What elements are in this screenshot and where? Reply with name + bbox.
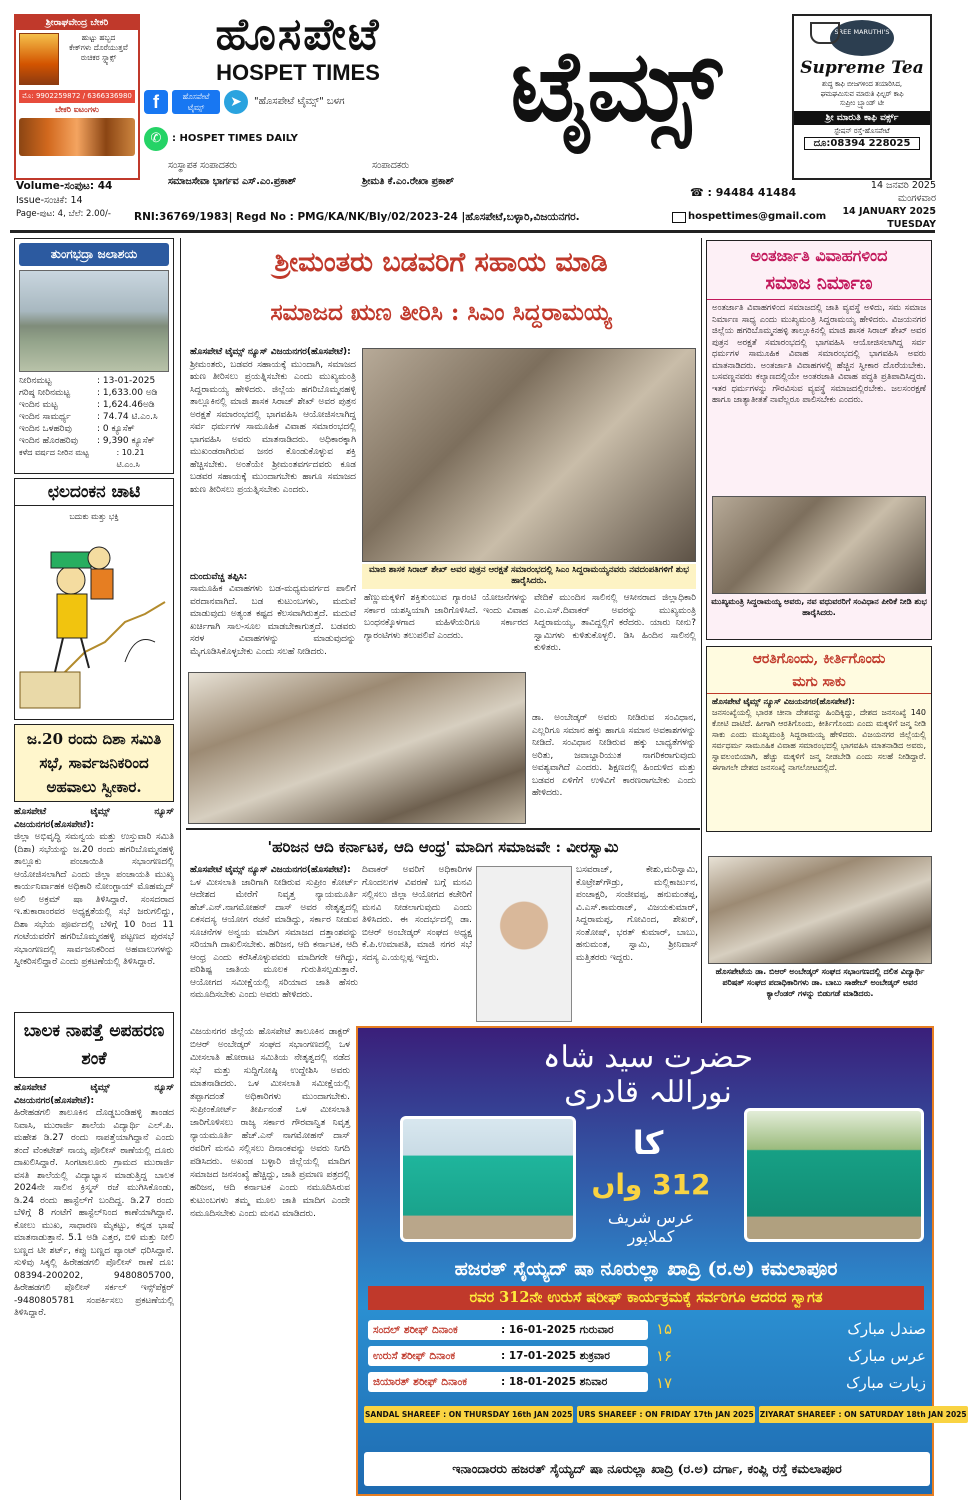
left-story2 bbox=[14, 1012, 174, 1496]
masthead-rule bbox=[10, 230, 935, 233]
urs-ad bbox=[356, 1026, 967, 1496]
urs-ad-footer: ಇನಾಂದಾರರು ಹಜರತ್ ಸೈಯ್ಯದ್ ಷಾ ನೂರುಲ್ಲಾ ಖಾದ್ರಿ (ರ.ಅ) ದರ್ಗಾ, ಕಂಪ್ಲಿ ರಸ್ತೆ ಕಮಲಾಪೂರ bbox=[364, 1452, 930, 1486]
main-story-subhead: ದುಂದುವೆಚ್ಚ ತಪ್ಪಿಸಿ: bbox=[190, 571, 248, 582]
right-story2-headline-line1: ಆರತಿಗೊಂದು, ಕೀರ್ತಿಗೊಂದು bbox=[752, 651, 886, 667]
main-story-body5: ಡಾ. ಅಂಬೇಡ್ಕರ್ ಅವರು ನೀಡಿರುವ ಸಂವಿಧಾನ, ಎಲ್ಲರಿಗೂ ಸಮಾನ ಹಕ್ಕು ಹಾಗೂ ಸಮಾನ ಅವಕಾಶಗಳನ್ನು ನೀಡಿದೆ. ಸಂವಿಧಾನ ನೀಡಿರುವ ಹಕ್ಕು ಬಾಧ್ಯತೆಗಳನ್ನು ಅರಿತು, ಜವಾಬ್ದಾರಿಯುತ ನಾಗರಿಕರಾಗುವುದು ಅವಶ್ಯವಾಗಿದೆ ಎಂದರು. ಶಿಕ್ಷಣದಲ್ಲಿ ಹಿಂದುಳಿದ ಮತ್ತು ಬಡವರ ಏಳಿಗೆಗೆ ಉಳಿವಿಗೆ ಕಾರಣರಾಗಬೇಕು ಎಂದು ಹೇಳಿದರು. bbox=[532, 713, 696, 798]
volume: Volume-ಸಂಪುಟ: 44 bbox=[16, 180, 113, 192]
dam-row: ಗರಿಷ್ಠ ನೀರಿನಮಟ್ಟ : 1,633.00 ಅಡಿ bbox=[19, 388, 158, 398]
main-story-col1 bbox=[190, 346, 356, 668]
urs-ad-title-urdu: حضرت سید شاہ نوراللہ قادری bbox=[542, 1040, 754, 1110]
dam-row: ಇಂದಿನ ಮಟ್ಟ : 1,624.46ಅಡಿ bbox=[19, 400, 155, 410]
cartoon-box bbox=[14, 478, 174, 720]
urdu-schedule-row: عرس مبارک ۱۶ bbox=[656, 1347, 926, 1365]
left-story2-headline: ಬಾಲಕ ನಾಪತ್ತೆ ಅಪಹರಣ ಶಂಕೆ bbox=[14, 1012, 174, 1078]
dam-row: ಇಂದಿನ ಸಾಮರ್ಥ್ಯ : 74.74 ಟಿ.ಎಂ.ಸಿ bbox=[19, 412, 158, 422]
cartoon-caption: ಬದುಕು ಮತ್ತು ಭಕ್ತಿ bbox=[69, 512, 119, 521]
right-story3-caption: ಹೊಸಪೇಟೆಯ ಡಾ. ಬಿಆರ್ ಅಂಬೇಡ್ಕರ್ ಸಂಘದ ಸಭಾಂಗಣದಲ್ಲಿ ದಲಿತ ವಿದ್ಯಾರ್ಥಿ ಪರಿಷತ್ ಸಂಘದ ಪದಾಧಿಕಾರಿಗಳು ಡಾ. ಬಾಬು ಸಾಹೇಬ್ ಅಂಬೇಡ್ಕರ್ ಅವರ ಕ್ಯಾಲೆಂಡರ್ ಗಳನ್ನು ಬಿಡುಗಡೆ ಮಾಡಿದರು. bbox=[715, 967, 925, 998]
urdu-schedule-row: صندل مبارک ۱۵ bbox=[656, 1320, 926, 1338]
bakery-ad-title: ಶ್ರೀರಾಘವೇಂದ್ರ ಬೇಕರಿ bbox=[16, 16, 138, 30]
column-rule bbox=[701, 238, 702, 1023]
english-date: URS SHAREEF : ON FRIDAY 17th JAN 2025 bbox=[577, 1406, 754, 1423]
masthead bbox=[0, 0, 945, 235]
whatsapp-label: : HOSPET TIMES DAILY bbox=[172, 133, 298, 144]
tea-ad-title: Supreme Tea bbox=[800, 58, 924, 78]
english-date: ZIYARAT SHAREEF : ON SATURDAY 18th JAN 2025 bbox=[759, 1406, 968, 1423]
urs-ad-kannada-title: ಹಜರತ್ ಸೈಯ್ಯದ್ ಷಾ ನೂರುಲ್ಲಾ ಖಾದ್ರಿ (ರ.ಅ) ಕಮಲಾಪೂರ bbox=[454, 1258, 838, 1280]
main-story-body2: ಸಾಮೂಹಿಕ ವಿವಾಹಗಳು ಬಡ-ಮಧ್ಯಮವರ್ಗದ ಪಾಲಿಗೆ ವರದಾನವಾಗಿದೆ. ಬಡ ಕುಟುಂಬಗಳು, ಮದುವೆ ಮಾಡುವುದು ಅತ್ಯಂತ ಕಷ್ಟದ ಕೆಲಸವಾಗಿರುತ್ತದೆ. ಮದುವೆ ಖರ್ಚಿಗಾಗಿ ಸಾಲ-ಸೂಲ ಮಾಡಬೇಕಾಗುತ್ತದೆ. ಬಡವರು ಸರಳ ವಿವಾಹಗಳನ್ನು ಮಾಡುವುದನ್ನು ಮೈಗೂಡಿಸಿಕೊಳ್ಳಬೇಕು ಎಂದು ಸಲಹೆ ನೀಡಿದರು. bbox=[190, 584, 356, 657]
right-story1-photo bbox=[712, 496, 926, 594]
masthead-title-kannada: ಹೊಸಪೇಟೆ bbox=[215, 9, 381, 60]
mid-story-col1 bbox=[190, 864, 358, 1024]
day-kannada: ಮಂಗಳವಾರ bbox=[897, 193, 936, 204]
mid-story-rule bbox=[186, 828, 700, 830]
mid-story-headline: 'ಹರಿಜನ ಆದಿ ಕರ್ನಾಟಕ, ಆದಿ ಆಂಧ್ರ' ಮಾದಿಗ ಸಮಾಜವೇ : ವೀರಸ್ವಾಮಿ bbox=[267, 838, 619, 856]
tea-ad-phone: ದೂ:08394 228025 bbox=[804, 137, 920, 150]
masthead-title-big: ಟೈಮ್ಸ್ bbox=[510, 29, 720, 144]
cake-image bbox=[19, 118, 135, 156]
urdu-schedule-row: زیارت مبارک ۱۷ bbox=[656, 1374, 926, 1392]
bakery-ad-line2: ಕೇಕ್‌ಗಳು ದೊರೆಯುತ್ತವೆ bbox=[69, 43, 128, 52]
schedule-row: ಜಿಯಾರತ್ ಶರೀಫ್ ದಿನಾಂಕ : 18-01-2025 ಶನಿವಾರ bbox=[368, 1372, 648, 1392]
whatsapp-icon[interactable]: ✆ bbox=[144, 127, 168, 151]
schedule-row: ಸಂದಲ್ ಶರೀಫ್ ದಿನಾಂಕ : 16-01-2025 ಗುರುವಾರ bbox=[368, 1320, 648, 1340]
left-story2-byline: ಹೊಸಪೇಟೆ ಟೈಮ್ಸ್ ನ್ಯೂಸ್ ವಿಜಯನಗರ(ಹೊಸಪೇಟೆ): bbox=[14, 1083, 174, 1106]
pages: Page-ಪುಟ: 4, ಬೆಲೆ: 2.00/- bbox=[16, 209, 111, 219]
facebook-label: ಹೊಸಪೇಟೆ ಟೈಮ್ಸ್ bbox=[172, 90, 220, 114]
main-story-byline: ಹೊಸಪೇಟೆ ಟೈಮ್ಸ್ ನ್ಯೂಸ್ ವಿಜಯನಗರ(ಹೊಸಪೇಟೆ): bbox=[190, 347, 351, 357]
english-date: SANDAL SHAREEF : ON THURSDAY 16th JAN 2025 bbox=[364, 1406, 573, 1423]
right-story1-caption: ಮುಖ್ಯಮಂತ್ರಿ ಸಿದ್ದರಾಮಯ್ಯ ಅವರು, ನವ ವಧುವರರಿಗೆ ಸಂವಿಧಾನ ಪೀಠಿಕೆ ನೀಡಿ ಶುಭ ಹಾರೈಸಿದರು. bbox=[711, 597, 927, 617]
cartoon-illustration bbox=[15, 522, 171, 712]
main-photo-caption: ಮಾಜಿ ಶಾಸಕ ಸಿರಾಜ್ ಶೇಖ್ ಅವರ ಪುತ್ರನ ಆರಕ್ಷತೆ ಸಮಾರಂಭದಲ್ಲಿ ಸಿಎಂ ಸಿದ್ದರಾಮಯ್ಯನವರು ನವದಂಪತಿಗಳಿಗೆ ಶುಭ ಹಾರೈಸಿದರು. bbox=[362, 564, 696, 589]
shrine-photo-right bbox=[744, 1108, 924, 1242]
main-photo bbox=[362, 348, 696, 562]
dam-row: ಕಳೆದ ವರ್ಷದ ನೀರಿನ ಮಟ್ಟ : 10.21 ಟಿ.ಎಂ.ಸಿ bbox=[19, 448, 145, 469]
column-rule bbox=[180, 238, 181, 1500]
left-story1-byline: ಹೊಸಪೇಟೆ ಟೈಮ್ಸ್ ನ್ಯೂಸ್ ವಿಜಯನಗರ(ಹೊಸಪೇಟೆ): bbox=[14, 807, 174, 830]
bakery-ad-line3: ರುಚಿಕರ ಸ್ನ್ಯಾಕ್ಸ್ bbox=[80, 53, 117, 62]
issue: Issue-ಸಂಚಿಕೆ: 14 bbox=[16, 195, 83, 206]
left-story1-headline: ಜ.20 ರಂದು ದಿಶಾ ಸಮಿತಿ ಸಭೆ, ಸಾರ್ವಜನಿಕರಿಂದ ಅಹವಾಲು ಸ್ವೀಕಾರ. bbox=[14, 724, 174, 802]
urs-ad-number: 312 واں bbox=[591, 1168, 711, 1201]
bakery-ad bbox=[14, 14, 140, 180]
founder-name: ಸಮಾಜಸೇವಾ ಭಾರ್ಗವ ಎಸ್.ಎಂ.ಪ್ರಕಾಶ್ bbox=[168, 176, 297, 187]
tea-cup-icon bbox=[810, 22, 840, 44]
dam-title: ತುಂಗಭದ್ರಾ ಜಲಾಶಯ bbox=[19, 243, 169, 266]
dam-row: ನೀರಿನಮಟ್ಟ : 13-01-2025 bbox=[19, 376, 156, 386]
dam-box bbox=[14, 238, 174, 474]
registration: RNI:36769/1983| Regd No : PMG/KA/NK/Bly/02/2023-24 |ಹೊಸಪೇಟೆ,ಬಳ್ಳಾರಿ,ವಿಜಯನಗರ. bbox=[134, 211, 580, 223]
tea-ad-shop: ಶ್ರೀ ಮಾರುತಿ ಕಾಫಿ ವರ್ಕ್ಸ್ bbox=[794, 111, 930, 125]
main-headline-line2: ಸಮಾಜದ ಋಣ ತೀರಿಸಿ : ಸಿಎಂ ಸಿದ್ದರಾಮಯ್ಯ bbox=[270, 299, 612, 326]
tea-ad-line1: ಶುದ್ಧ ಕಾಫಿ ಬೀಜಗಳಿಂದ ತಯಾರಿಸಿದ, bbox=[821, 80, 903, 88]
mid-story-byline: ಹೊಸಪೇಟೆ ಟೈಮ್ಸ್ ನ್ಯೂಸ್ ವಿಜಯನಗರ(ಹೊಸಪೇಟೆ): bbox=[190, 865, 351, 875]
bakery-ad-footer: ಬೇಕರಿ ಐಟಂಗಳು bbox=[55, 105, 99, 114]
mail-icon bbox=[672, 212, 686, 223]
right-story2-body: ಜನಸಂಖ್ಯೆಯಲ್ಲಿ ಭಾರತ ಚೀನಾ ದೇಶವನ್ನು ಹಿಂದಿಕ್ಕಿದ್ದು, ದೇಶದ ಜನಸಂಖ್ಯೆ 140 ಕೋಟಿ ದಾಟಿದೆ. ಹೀಗಾಗಿ ಆರತಿಗೊಂದು, ಕೀರ್ತಿಗೊಂದು ಎಂದು ಮಕ್ಕಳಿಗೆ ಜನ್ಮ ನೀಡಿ ಸಾಕು ಎಂದು ಮುಖ್ಯಮಂತ್ರಿ ಸಿದ್ದರಾಮಯ್ಯ ಹೇಳಿದರು. ವಿಜಯನಗರ ಜಿಲ್ಲೆಯಲ್ಲಿ ಸರ್ವಧರ್ಮ ಸಾಮೂಹಿಕ ವಿವಾಹ ಸಮಾರಂಭದಲ್ಲಿ ಭಾಗವಹಿಸಿ ಮಾತನಾಡಿದ ಅವರು, ಸ್ವಾವಲಂಬಿಯಾಗಿ, ಹೆಚ್ಚು ಮಕ್ಕಳಿಗೆ ಜನ್ಮ ನೀಡಬೇಡಿ ಎಂದು ಸಲಹೆ ನೀಡಿದ್ದಾರೆ. ಈಗಾಗಲೇ ದೇಶದ ಜನಸಂಖ್ಯೆ ನಾಗಲೋಟದಲ್ಲಿದೆ. bbox=[712, 708, 926, 772]
tea-ad-line3: ಸುಪ್ರೀಂ ಬ್ರ್ಯಾಂಡ್ ಟೀ bbox=[839, 99, 885, 107]
urs-ad-kannada-sub: ರವರ 312ನೇ ಉರುಸೆ ಷರೀಫ್ ಕಾರ್ಯಕ್ರಮಕ್ಕೆ ಸರ್ವರಿಗೂ ಆದರದ ಸ್ವಾಗತ bbox=[368, 1286, 924, 1310]
right-story1-headline-line2: ಸಮಾಜ ನಿರ್ಮಾಣ bbox=[707, 271, 931, 300]
bakery-ad-phone: ಮೊ: 9902259872 / 6366336980 bbox=[19, 90, 135, 103]
dam-row: ಇಂದಿನ ಒಳಹರಿವು : 0 ಕ್ಯೂಸೆಕ್ bbox=[19, 424, 135, 434]
right-story2-byline: ಹೊಸಪೇಟೆ ಟೈಮ್ಸ್ ನ್ಯೂಸ್ ವಿಜಯನಗರ(ಹೊಸಪೇಟೆ): bbox=[712, 697, 855, 706]
urs-ad-urs-line: عرس شریف کملاپور bbox=[607, 1208, 695, 1246]
masthead-title-english: HOSPET TIMES bbox=[216, 60, 380, 85]
dam-row: ಇಂದಿನ ಹೊರಹರಿವು : 9,390 ಕ್ಯೂಸೆಕ್ bbox=[19, 436, 155, 446]
main-story-body3: ಹೆಣ್ಣುಮಕ್ಕಳಿಗೆ ಶಕ್ತಿತುಂಬುವ ಗ್ಯಾರಂಟಿ ಯೋಜನೆಗಳನ್ನು ಸರ್ಕಾರ ಯಶಸ್ವಿಯಾಗಿ ಜಾರಿಗೊಳಿಸಿದೆ. ಇಂದು ವಿವಾಹ ಬಂಧನಕ್ಕೊಳಗಾದ ಮಹಿಳೆಯರಿಗೂ ಸರ್ಕಾರದ ಗ್ಯಾರಂಟಿಗಳು ತಲುಪಲಿವೆ ಎಂದರು. bbox=[364, 593, 528, 641]
right-story3-photo bbox=[708, 856, 932, 964]
telegram-label: "ಹೊಸಪೇಟೆ ಟೈಮ್ಸ್" ಬಳಗ bbox=[254, 96, 345, 107]
tea-ad bbox=[792, 14, 932, 180]
founder-title: ಸಂಸ್ಥಾಪಕ ಸಂಪಾದಕರು bbox=[168, 160, 238, 171]
mid-story-col1-body: ಒಳ ಮೀಸಲಾತಿ ಜಾರಿಗಾಗಿ ನೀಡಿರುವ ಸುಪ್ರೀಂ ಕೋರ್ಟ್ ಆದೇಶದ ಮೇರೆಗೆ ನಿವೃತ್ತ ನ್ಯಾಯಮೂರ್ತಿ ಹೆಚ್.ಎನ್.ನಾಗಮೋಹನ್ ದಾಸ್ ಅವರ ನೇತೃತ್ವದಲ್ಲಿ ಏಕಸದಸ್ಯ ಆಯೋಗ ರಚನೆ ಮಾಡಿದ್ದು, ಸರ್ಕಾರ ನೀಡುವ ಸೂಚನೆಗಳ ಅನ್ವಯ ಮಾದಿಗ ಸಮಾಜದ ದತ್ತಾಂಶವನ್ನು ಸರಿಯಾಗಿ ದಾಖಲಿಸಬೇಕು. ಹರಿಜನ, ಆದಿ ಕರ್ನಾಟಕ, ಆದಿ ಆಂಧ್ರ ಎಂದು ಕರೆಸಿಕೊಳ್ಳುವವರು ಮಾದಿಗರೇ ಆಗಿದ್ದು, ಪರಿಶಿಷ್ಟ ಜಾತಿಯ ಮೂಲಕ ಗುರುತಿಸಲ್ಪಡುತ್ತಾರೆ. ಆಯೋಗದ ಸಮೀಕ್ಷೆಯಲ್ಲಿ ಸರಿಯಾದ ಜಾತಿ ಹೆಸರು ನಮೂದಿಸಬೇಕು ಎಂದು ಅವರು ಹೇಳಿದರು. bbox=[190, 877, 358, 1000]
urs-ad-english-dates bbox=[364, 1406, 967, 1423]
dam-stats bbox=[15, 372, 173, 474]
right-story1-body: ಅಂತರ್ಜಾತಿ ವಿವಾಹಗಳಿಂದ ಸಮಾಜದಲ್ಲಿ ಜಾತಿ ವ್ಯವಸ್ಥೆ ಅಳಿದು, ಸಮ ಸಮಾಜ ನಿರ್ಮಾಣ ಸಾಧ್ಯ ಎಂದು ಮುಖ್ಯಮಂತ್ರಿ ಸಿದ್ದರಾಮಯ್ಯ ಹೇಳಿದರು. ವಿಜಯನಗರ ಜಿಲ್ಲೆಯ ಹಗರಿಬೊಮ್ಮನಹಳ್ಳಿ ತಾಲ್ಲೂಕಿನಲ್ಲಿ ಮಾಜಿ ಶಾಸಕ ಸಿರಾಜ್ ಶೇಖ್ ಅವರ ಪುತ್ರನ ಅರಕ್ಷತೆ ಸಮಾರಂಭದಲ್ಲಿ ಭಾಗವಹಿಸಿ ಆಯೋಜಿಸಲಾಗಿದ್ದ ಸರ್ವ ಧರ್ಮಗಳ ಸಾಮೂಹಿಕ ವಿವಾಹ ಸಮಾರಂಭದಲ್ಲಿ ಭಾಗವಹಿಸಿ ಅವರು ಮಾತನಾಡಿದರು. ಅಂತರ್ಜಾತಿ ವಿವಾಹಗಳಲ್ಲಿ ಹೆಚ್ಚಿನ ಸ್ವೀಕಾರ ದೊರೆಯಬೇಕು. ಬಸವಣ್ಣನವರು ಕಲ್ಯಾಣದಲ್ಲಿಯೇ ಅಂತರಜಾತಿ ವಿವಾಹ ಪದ್ಧತಿ ಪ್ರತಿಪಾದಿಸಿದ್ದರು. ಇತರ ಧರ್ಮಗಳನ್ನು ಗೌರವಿಸುವ ವ್ಯವಸ್ಥೆ ಸಮಾಜದಲ್ಲಿರಬೇಕು. ಜಲಸಂರಕ್ಷಣೆ ಹಾಗೂ ಜಾತ್ಯಾತೀತತೆ ನಾವೆಲ್ಲರೂ ಪಾಲಿಸಬೇಕು ಎಂದರು. bbox=[712, 303, 926, 405]
mid-story-col3: ಬಸವರಾಜ್, ಕೇಶು,ಮರಿಸ್ವಾಮಿ, ಕೊಟ್ರೇಶ್‌ಗೌಡ್ರು, ಮಲ್ಲಿಕಾರ್ಜುನ, ಪಂಚಾಕ್ಷರಿ, ಸಂಜೀವಪ್ಪ, ಹನುಮಂತಪ್ಪ, ವಿ.ಎಸ್.ಕಾಮರಾಜ್, ವಿಜಯಕುಮಾರ್, ಸಿದ್ದರಾಮಪ್ಪ, ಗೋವಿಂದ, ಶೇಖರ್, ಸಂತೋಷ್, ಭರತ್ ಕುಮಾರ್, ಬಾಬು, ಹನುಮಂತ, ಸ್ವಾಮಿ, ಶ್ರೀನಿವಾಸ್ ಮತ್ತಿತರರು ಇದ್ದರು. bbox=[576, 865, 698, 963]
main-headline-line1: ಶ್ರೀಮಂತರು ಬಡವರಿಗೆ ಸಹಾಯ ಮಾಡಿ bbox=[274, 247, 608, 278]
editor-title: ಸಂಪಾದಕರು bbox=[372, 160, 410, 171]
right-story2 bbox=[706, 646, 932, 832]
mid-story-col4: ವಿಜಯನಗರ ಜಿಲ್ಲೆಯ ಹೊಸಪೇಟೆ ತಾಲೂಕಿನ ಡಾಕ್ಟರ್ ಬಿಆರ್ ಅಂಬೇಡ್ಕರ್ ಸಂಘದ ಸಭಾಂಗಣದಲ್ಲಿ ಒಳ ಮೀಸಲಾತಿ ಹೋರಾಟ ಸಮಿತಿಯ ನೇತೃತ್ವದಲ್ಲಿ ನಡೆದ ಸಭೆ ಮತ್ತು ಸುದ್ದಿಗೋಷ್ಠಿ ಉದ್ದೇಶಿಸಿ ಅವರು ಮಾತನಾಡಿದರು. ಒಳ ಮೀಸಲಾತಿ ಸಮೀಕ್ಷೆಯಲ್ಲಿ ತಪ್ಪಾಗದಂತೆ ಅಧಿಕಾರಿಗಳು ಮುಂದಾಗಬೇಕು. ಸುಪ್ರೀಂಕೋರ್ಟ್ ತೀರ್ಪಿನಂತೆ ಒಳ ಮೀಸಲಾತಿ ಜಾರಿಗೊಳಿಸಲು ರಾಜ್ಯ ಸರ್ಕಾರ ಗೌರವಾನ್ವಿತ ನಿವೃತ್ತ ನ್ಯಾಯಮೂರ್ತಿ ಹೆಚ್.ಎನ್ ನಾಗಮೋಹನ್ ದಾಸ್ ರವರಿಗೆ ಮನವಿ ಸಲ್ಲಿಸಲು ದಿನಾಂಕವನ್ನು ಅವರು ನಿಗದಿ ಪಡಿಸಿದರು. ಅಖಂಡ ಬಳ್ಳಾರಿ ಜಿಲ್ಲೆಯಲ್ಲಿ ಮಾದಿಗ ಸಮಾಜದ ಜನಸಂಖ್ಯೆ ಹೆಚ್ಚಿದ್ದು, ಜಾತಿ ಪ್ರಮಾಣ ಪತ್ರದಲ್ಲಿ ಹರಿಜನ, ಆದಿ ಕರ್ನಾಟಕ ಎಂದು ನಮೂದಿಸಿರುವ ಕುಟುಂಬಗಳು ತಮ್ಮ ಮೂಲ ಜಾತಿ ಮಾದಿಗ ಎಂದೇ ನಮೂದಿಸಬೇಕು ಎಂದು ಮನವಿ ಮಾಡಿದರು. bbox=[190, 1027, 350, 1219]
schedule-row: ಉರುಸೆ ಶರೀಫ್ ದಿನಾಂಕ : 17-01-2025 ಶುಕ್ರವಾರ bbox=[368, 1346, 648, 1366]
email[interactable]: hospettimes@gmail.com bbox=[688, 211, 827, 222]
left-story2-body: ಹಿರೇಹಡಗಲಿ ತಾಲೂಕಿನ ದೊಡ್ಡಬಂಡಿಹಳ್ಳಿ ತಾಂಡದ ನಿವಾಸಿ, ಮುರಾರ್ಜಿ ಶಾಲೆಯ ವಿದ್ಯಾರ್ಥಿ ಎಲ್.ಪಿ. ಮಹೇಶ ಡಿ.27 ರಂದು ನಾಪತ್ತೆಯಾಗಿದ್ದಾನೆ ಎಂದು ತಂದೆ ವೆಂಕಟೇಶ್ ನಾಯ್ಕ ಪೊಲೀಸ್ ಠಾಣೆಯಲ್ಲಿ ದೂರು ದಾಖಲಿಸಿದ್ದಾರೆ. ಸಿಂಗಟಾಲೂರು ಗ್ರಾಮದ ಮುರಾರ್ಜಿ ವಸತಿ ಶಾಲೆಯಲ್ಲಿ ವಿದ್ಯಾಭ್ಯಾಸ ಮಾಡುತ್ತಿದ್ದ ಬಾಲಕ 2024ನೇ ಸಾಲಿನ ಕ್ರಿಸ್ಮಸ್ ರಜೆ ಮುಗಿಸಿಕೊಂಡು, ಡಿ.24 ರಂದು ಹಾಸ್ಟೆಲ್‌ಗೆ ಬಂದಿದ್ದ. ಡಿ.27 ರಂದು ಬೆಳಿಗ್ಗೆ 8 ಗಂಟೆಗೆ ಹಾಸ್ಟೆಲ್‌ನಿಂದ ಕಾಣೆಯಾಗಿದ್ದಾನೆ. ಕೋಲು ಮುಖ, ಸಾಧಾರಣ ಮೈಕಟ್ಟು, ಕನ್ನಡ ಭಾಷೆ ಮಾತನಾಡುತ್ತಾನೆ. 5.1 ಅಡಿ ಎತ್ತರ, ಬಿಳಿ ಮತ್ತು ನೀಲಿ ಬಣ್ಣದ ಟೀ ಶರ್ಟ್, ಕಪ್ಪು ಬಣ್ಣದ ಪ್ಯಾಂಟ್ ಧರಿಸಿದ್ದಾನೆ. ಸುಳಿವು ಸಿಕ್ಕಲ್ಲಿ ಹಿರೇಹಡಗಲಿ ಪೊಲೀಸ್ ಠಾಣೆ ದೂ: 08394-200202, 9480805700, ಹಿರೇಹಡಗಲಿ ಪೊಲೀಸ್ ಸರ್ಕಲ್ ಇನ್ಸ್‌ಪೆಕ್ಟರ್ -9480805781 ಸಂಪರ್ಕಿಸಲು ಪ್ರಕಟಣೆಯಲ್ಲಿ ತಿಳಿಸಿದ್ದಾರೆ. bbox=[14, 1108, 174, 1318]
day-english: TUESDAY bbox=[887, 219, 936, 230]
date-english: 14 JANUARY 2025 bbox=[842, 206, 936, 217]
main-headline bbox=[186, 238, 696, 342]
tea-ad-address: ಸ್ಟೇಷನ್ ರಸ್ತೆ-ಹೊಸಪೇಟೆ bbox=[834, 126, 890, 135]
bakery-ad-line1: ಹುಟ್ಟು ಹಬ್ಬದ bbox=[81, 33, 116, 42]
right-story1-headline-line1: ಅಂತರ್ಜಾತಿ ವಿವಾಹಗಳಿಂದ bbox=[750, 246, 888, 265]
tea-ad-brand: SREE MARUTHI'S bbox=[834, 28, 890, 36]
right-story2-headline-line2: ಮಗು ಸಾಕು bbox=[707, 671, 931, 694]
left-story1 bbox=[14, 724, 174, 1010]
editor-name: ಶ್ರೀಮತಿ ಕೆ.ಎಂ.ರೇಖಾ ಪ್ರಕಾಶ್ bbox=[362, 176, 455, 187]
cartoon-title: ಛಲದಂಕನ ಚಾಟಿ bbox=[15, 479, 173, 506]
main-story-body1: ಶ್ರೀಮಂತರು, ಬಡವರ ಸಹಾಯಕ್ಕೆ ಮುಂದಾಗಿ, ಸಮಾಜದ ಋಣ ತೀರಿಸಲು ಪ್ರಯತ್ನಿಸಬೇಕು ಎಂದು ಮುಖ್ಯಮಂತ್ರಿ ಸಿದ್ದರಾಮಯ್ಯ ಹೇಳಿದರು. ಜಿಲ್ಲೆಯ ಹಗರಿಬೊಮ್ಮನಹಳ್ಳಿ ತಾಲ್ಲೂಕಿನಲ್ಲಿ ಮಾಜಿ ಶಾಸಕ ಸಿರಾಜ್ ಶೇಖ್ ಅವರ ಪುತ್ರನ ಅರಕ್ಷತೆ ಸಮಾರಂಭದಲ್ಲಿ ಭಾಗವಹಿಸಿ ಆಯೋಜಿಸಲಾಗಿದ್ದ ಸರ್ವ ಧರ್ಮಗಳ ಸಾಮೂಹಿಕ ವಿವಾಹ ಸಮಾರಂಭದಲ್ಲಿ ಭಾಗವಹಿಸಿ ಅವರು ಮಾತನಾಡಿದರು. ಅಧಿಕಾರಕ್ಕಾಗಿ ಮುಖಂಡರಾಗಿರುವ ಜನರ ಕೊಂಡುಕೊಳ್ಳುವ ಶಕ್ತಿ ಹೆಚ್ಚಿಸಬೇಕು. ಅಂತೆಯೇ ಶ್ರೀಮಂತವರ್ಗದವರು ಕೂಡ ಬಡವರ ಸಹಾಯಕ್ಕೆ ಮುಂದಾಗಬೇಕು ಹಾಗೂ ಸಮಾಜದ ಋಣ ತೀರಿಸಲು ಪ್ರಯತ್ನಿಸಬೇಕು ಎಂದರು. bbox=[190, 359, 356, 495]
urs-ad-ka: کا bbox=[632, 1124, 664, 1162]
telegram-icon[interactable]: ➤ bbox=[224, 90, 248, 114]
dam-photo bbox=[19, 270, 169, 372]
right-story1 bbox=[706, 240, 932, 640]
shrine-photo-left bbox=[400, 1116, 576, 1242]
tea-ad-line2: ಘಮಘಮಿಸುವ ಮಾರುತಿ ಫಿಲ್ಟರ್ ಕಾಫಿ bbox=[820, 89, 904, 98]
main-story-body4: ವೇದಿಕೆ ಮುಂದಿನ ಸಾಲಿನಲ್ಲಿ ಆಸೀನರಾದ ಜಿಲ್ಲಾಧಿಕಾರಿ ಎಂ.ಎಸ್.ದಿವಾಕರ್ ಅವರನ್ನು ಮುಖ್ಯಮಂತ್ರಿ ಸಿದ್ದರಾಮಯ್ಯ, ತಾವಿದ್ದಲ್ಲಿಗೆ ಕರೆದರು. ಯಾರು ನೀನು? ಸ್ವಾಮಿಗಳು ಕುಳಿತುಕೊಳ್ಳಲಿ. ಡಿಸಿ ಹಿಂದಿನ ಸಾಲಿನಲ್ಲಿ ಕುಳಿತರು. bbox=[534, 593, 696, 653]
second-photo bbox=[188, 672, 526, 824]
deity-image bbox=[19, 33, 59, 85]
facebook-icon[interactable]: f bbox=[144, 90, 168, 114]
date-kannada: 14 ಜನವರಿ 2025 bbox=[870, 180, 936, 191]
mid-story-col2: ದಿವಾಕರ್ ಅವರಿಗೆ ಅಧಿಕಾರಿಗಳ ಗೊಂದಲಗಳ ವಿವರಣೆ ಬಗ್ಗೆ ಮನವಿ ಸಲ್ಲಿಸಲು ಜಿಲ್ಲಾ ಆಯೋಗದ ಕಚೇರಿಗೆ ಮನವಿ ನೀಡಲಾಗುವುದು ಎಂದು ತಿಳಿಸಿದರು. ಈ ಸಂದರ್ಭದಲ್ಲಿ ಡಾ. ಬಿಆರ್ ಅಂಬೇಡ್ಕರ್ ಸಂಘದ ಅಧ್ಯಕ್ಷ ಕೆ.ಪಿ.ಉಮಾಪತಿ, ಮಾಜಿ ನಗರ ಸಭೆ ಸದಸ್ಯ ಎ.ಯಲ್ಲಪ್ಪ ಇದ್ದರು. bbox=[362, 865, 472, 963]
left-story1-body: ಜಿಲ್ಲಾ ಅಭಿವೃದ್ಧಿ ಸಮನ್ವಯ ಮತ್ತು ಉಸ್ತುವಾರಿ ಸಮಿತಿ (ದಿಶಾ) ಸಭೆಯನ್ನು ಜ.20 ರಂದು ಹಗರಿಬೊಮ್ಮನಹಳ್ಳಿ ತಾಲ್ಲೂಕು ಪಂಚಾಯಿತಿ ಸಭಾಂಗಣದಲ್ಲಿ ಆಯೋಜಿಸಲಾಗಿದೆ ಎಂದು ಜಿಲ್ಲಾ ಪಂಚಾಯತಿ ಮುಖ್ಯ ಕಾರ್ಯನಿರ್ವಾಹಕ ಅಧಿಕಾರಿ ನೋಂಗ್ಜಾಯ್ ಮೊಹಮ್ಮದ್ ಅಲಿ ಅಕ್ರಮ್ ಷಾ ತಿಳಿಸಿದ್ದಾರೆ. ಸಂಸದರಾದ ಇ.ತುಕಾರಾಂರವರ ಅಧ್ಯಕ್ಷತೆಯಲ್ಲಿ ಸಭೆ ಜರುಗಲಿದ್ದು, ದಿಶಾ ಸಭೆಯ ಪೂರ್ವದಲ್ಲಿ ಬೆಳಿಗ್ಗೆ 10 ರಿಂದ 11 ಗಂಟೆಯವರೆಗೆ ಹಗರಿಬೊಮ್ಮನಹಳ್ಳಿ ಪಟ್ಟಣದ ಪುರಸಭೆ ಸಭಾಂಗಣದಲ್ಲಿ ಸಾರ್ವಜನಿಕರಿಂದ ಅಹವಾಲುಗಳನ್ನು ಸ್ವೀಕರಿಸಲಿದ್ದಾರೆ ಎಂದು ಪ್ರಕಟಣೆಯಲ್ಲಿ ತಿಳಿಸಿದ್ದಾರೆ. bbox=[14, 832, 174, 967]
phone: ☎ : 94484 41484 bbox=[690, 186, 797, 199]
portrait-photo bbox=[476, 866, 572, 1022]
urs-ad-urdu-schedule bbox=[656, 1316, 926, 1397]
urs-ad-schedule bbox=[368, 1320, 648, 1398]
